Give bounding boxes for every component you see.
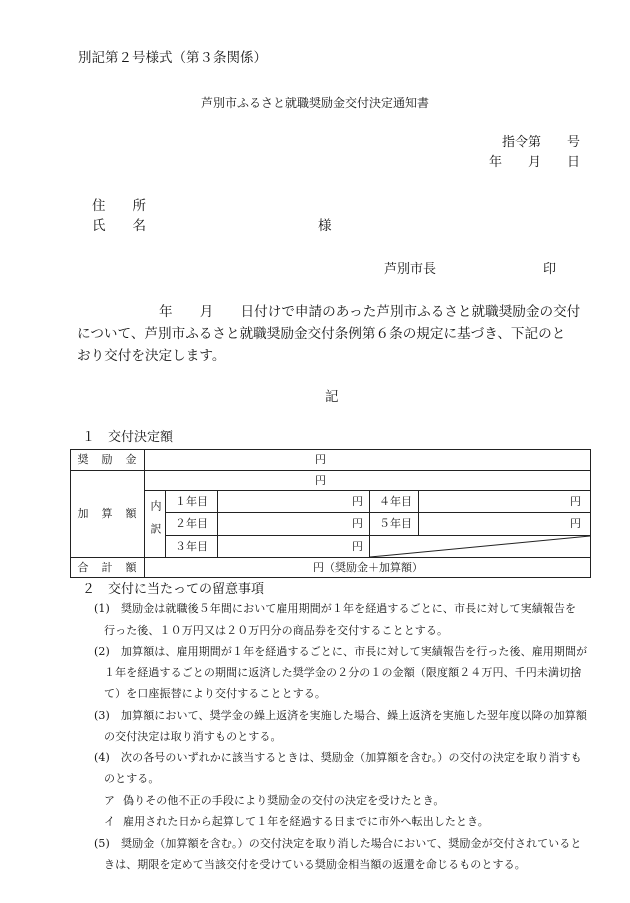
total-amount: 円（奨励金＋加算額） [145,558,591,578]
item-text: 行った後、１０万円又は２０万円分の商品券を交付することとする。 [104,624,449,637]
breakdown-cell [145,491,166,558]
document-title: 芦別市ふるさと就職奨励金交付決定通知書 [200,96,429,110]
item-text: １年を経過するごとの期間に返済した奨学金の２分の１の金額（限度額２４万円、千円未満切捨 [104,666,582,679]
honorific: 様 [318,218,332,234]
year-amount: 円 [419,513,591,536]
empty-diagonal-cell [370,536,591,558]
section2-heading: ２ 交付に当たっての留意事項 [82,582,265,597]
subitem-text: 雇用された日から起算して１年を経過する日までに市外へ転出したとき。 [123,815,489,828]
table-row [71,558,591,578]
subitem-text: 偽りその他不正の手段により奨励金の交付の決定を受けたとき。 [123,794,445,807]
directive-number: 指令第 号 [501,135,580,150]
incentive-amount: 円 [145,450,591,471]
ki-heading: 記 [325,389,339,405]
year-label: ４年目 [370,491,419,513]
subitem-mark: イ [104,815,116,828]
section1-heading: １ 交付決定額 [82,430,174,445]
total-label: 合 計 額 [71,558,145,578]
addition-amount: 円 [145,471,591,491]
table-row [71,471,591,491]
year-label: ２年目 [166,513,218,536]
item-number: (5) [94,837,110,850]
item-text: て）を口座振替により交付することとする。 [104,687,326,700]
year-label: ５年目 [370,513,419,536]
body-line: おり交付を決定します。 [77,348,226,364]
table-row [71,491,591,513]
year-amount: 円 [218,513,370,536]
body-line: について、芦別市ふるさと就職奨励金交付条例第６条の規定に基づき、下記のと [77,326,566,342]
item-text: 加算額は、雇用期間が１年を経過するごとに、市長に対して実績報告を行った後、雇用期間が [121,645,588,658]
item-text: 加算額において、奨学金の繰上返済を実施した場合、繰上返済を実施した翌年度以降の加算額 [121,709,587,722]
item-text: 奨励金（加算額を含む。）の交付決定を取り消した場合において、奨励金が交付されていると [121,837,582,850]
item-text: きは、期限を定めて当該交付を受けている奨励金相当額の返還を命じるものとする。 [104,858,526,871]
item-number: (4) [94,751,110,764]
diagonal-line [370,536,590,557]
name-label: 氏 名 [92,218,146,234]
seal-mark: 印 [543,262,557,277]
addition-label: 加 算 額 [71,471,145,558]
grant-amount-table [70,449,591,578]
breakdown-label: 内訳 [149,499,162,546]
item-number: (2) [94,645,110,658]
year-amount: 円 [218,491,370,513]
item-text: 奨励金は就職後５年間において雇用期間が１年を経過するごとに、市長に対して実績報告を [121,602,577,615]
item-number: (1) [94,602,110,615]
body-line: 年 月 日付けで申請のあった芦別市ふるさと就職奨励金の交付 [159,304,581,320]
issuer-name: 芦別市長 [384,262,437,277]
year-amount: 円 [218,536,370,558]
item-text: のとする。 [104,772,160,785]
issue-date: 年 月 日 [488,155,580,170]
item-number: (3) [94,709,110,722]
year-amount: 円 [419,491,591,513]
form-number: 別記第２号様式（第３条関係） [78,50,267,66]
address-label: 住 所 [92,198,146,214]
item-text: 次の各号のいずれかに該当するときは、奨励金（加算額を含む。）の交付の決定を取り消すも [121,751,582,764]
table-row [71,450,591,471]
subitem-mark: ア [104,794,116,807]
incentive-label: 奨 励 金 [71,450,145,471]
year-label: ３年目 [166,536,218,558]
year-label: １年目 [166,491,218,513]
item-text: の交付決定は取り消すものとする。 [104,730,282,743]
